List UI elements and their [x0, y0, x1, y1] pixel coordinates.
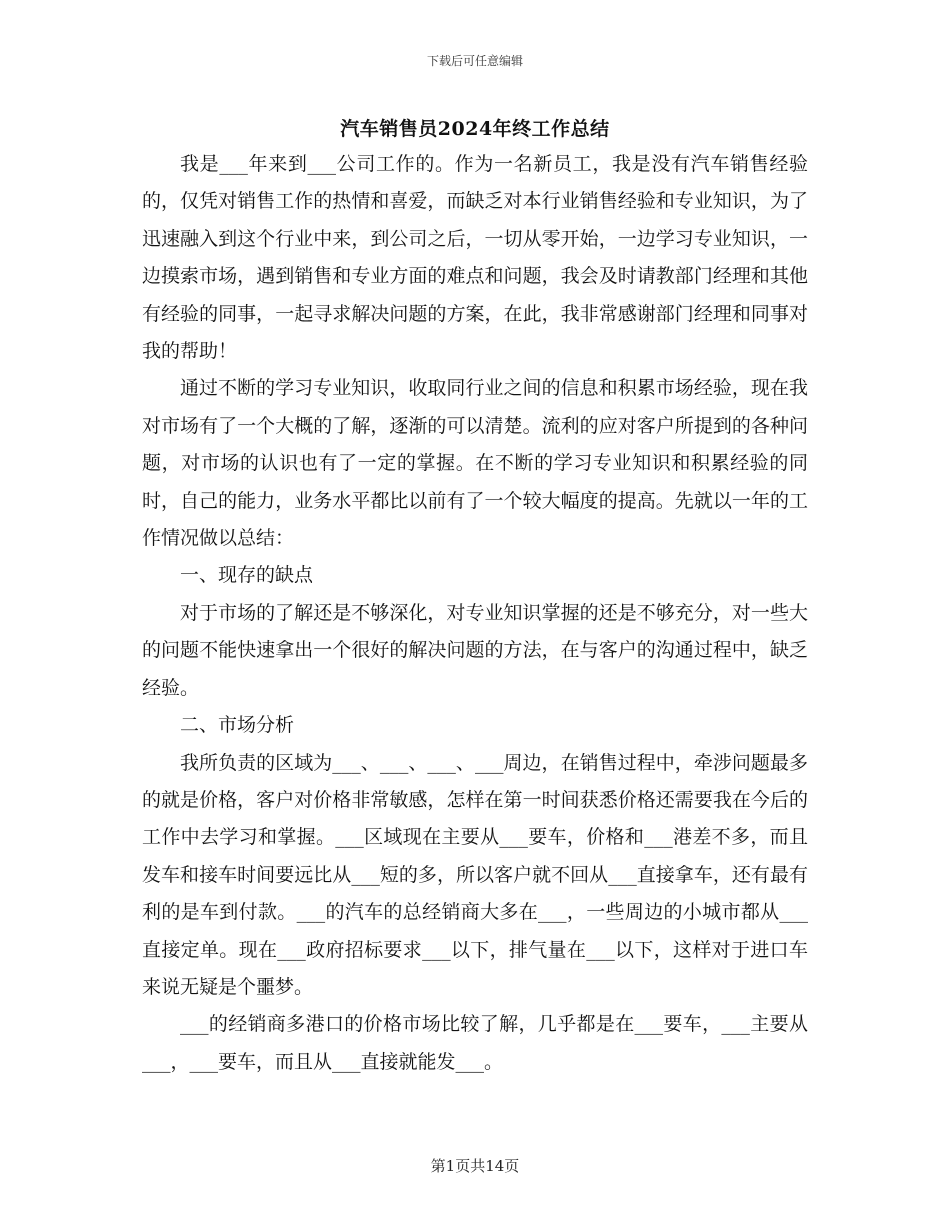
document-body: [142, 146, 808, 1081]
paragraph-progress: 通过不断的学习专业知识，收取同行业之间的信息和积累市场经验，现在我对市场有了一个大概的了解，逐渐的可以清楚。流利的应对客户所提到的各种问题，对市场的认识也有了一定的掌握。在不断的学习专业知识和积累经验的同时，自己的能力，业务水平都比以前有了一个较大幅度的提高。先就以一年的工作情况做以总结：: [142, 377, 808, 550]
page-number: 第1页共14页: [430, 1157, 520, 1175]
section-heading-shortcomings: 一、现存的缺点: [180, 564, 314, 587]
paragraph-shortcomings: 对于市场的了解还是不够深化，对专业知识掌握的还是不够充分，对一些大的问题不能快速拿出一个很好的解决问题的方法，在与客户的沟通过程中，缺乏经验。: [142, 601, 808, 699]
paragraph-market-analysis: 我所负责的区域为___、___、___、___周边，在销售过程中，牵涉问题最多的就是价格，客户对价格非常敏感，怎样在第一时间获悉价格还需要我在今后的工作中去学习和掌握。___区域现在主要从___要车，价格和___港差不多，而且发车和接车时间要远比从___短的多，所以客户就不回从___直接拿车，还有最有利的是车到付款。___的汽车的总经销商大多在___，一些周边的小城市都从___直接定单。现在___政府招标要求___以下，排气量在___以下，这样对于进口车来说无疑是个噩梦。: [142, 751, 808, 998]
section-heading-market-analysis: 二、市场分析: [180, 714, 295, 737]
page-header-note: 下载后可任意编辑: [426, 54, 523, 68]
document-title: 汽车销售员2024年终工作总结: [340, 118, 610, 140]
paragraph-dealers: ___的经销商多港口的价格市场比较了解，几乎都是在___要车，___主要从___，___要车，而且从___直接就能发___。: [142, 1013, 808, 1073]
paragraph-intro: 我是___年来到___公司工作的。作为一名新员工，我是没有汽车销售经验的，仅凭对销售工作的热情和喜爱，而缺乏对本行业销售经验和专业知识，为了迅速融入到这个行业中来，到公司之后，一切从零开始，一边学习专业知识，一边摸索市场，遇到销售和专业方面的难点和问题，我会及时请教部门经理和其他有经验的同事，一起寻求解决问题的方案，在此，我非常感谢部门经理和同事对我的帮助！: [142, 153, 808, 363]
